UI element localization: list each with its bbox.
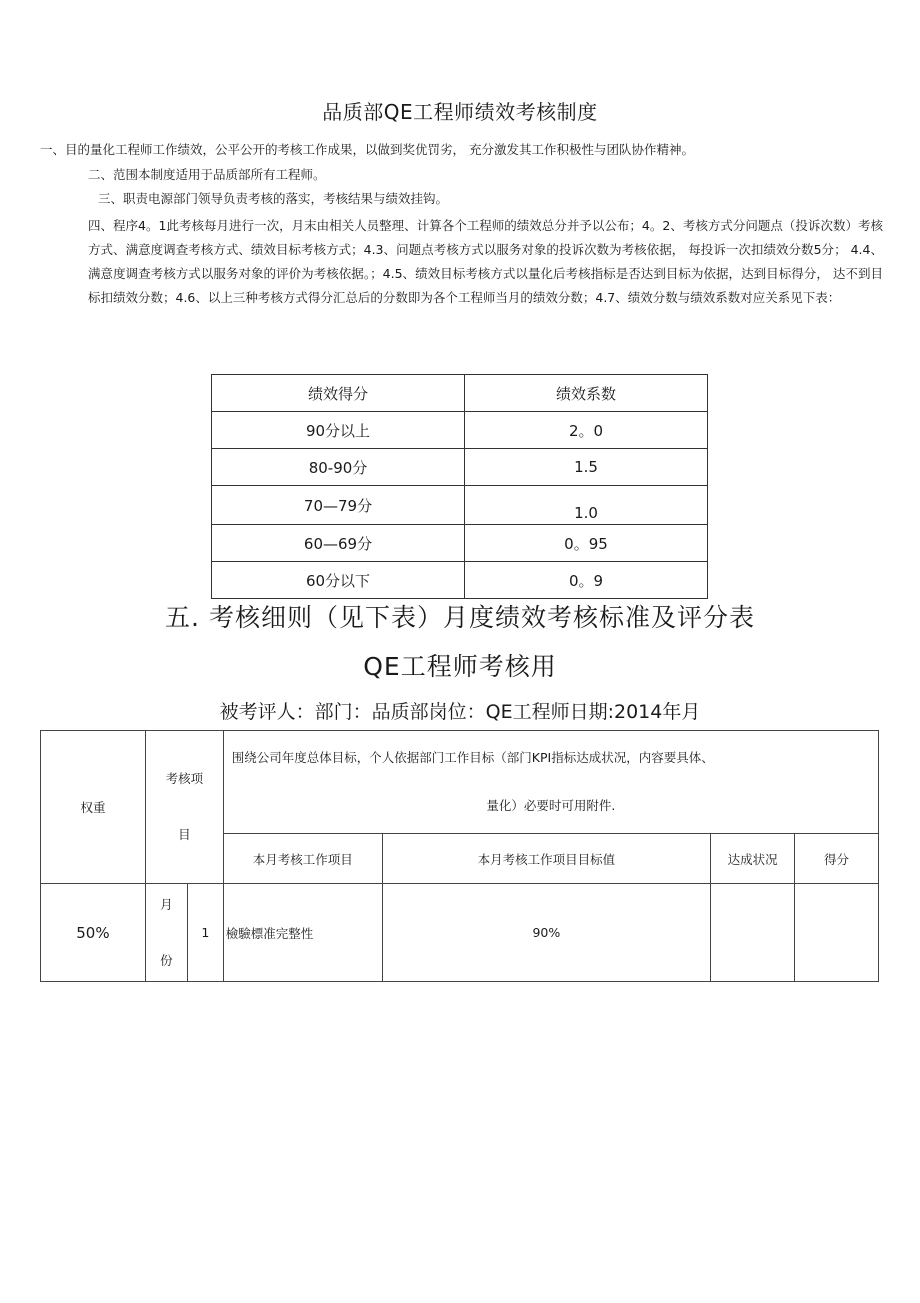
coefficient-cell: 1.5 bbox=[465, 449, 708, 486]
col-item-header: 本月考核工作项目 bbox=[223, 834, 382, 884]
procedure-paragraph: 四、程序4。1此考核每月进行一次，月末由相关人员整理、计算各个工程师的绩效总分并予以公布；4。2、考核方式分问题点（投诉次数）考核方式、满意度调查考核方式、绩效目标考核方式；4.3、问题点考核方式以服务对象的投诉次数为考核依据， 每投诉一次扣绩效分数5分； 4.4、满意度调查考核方式以服务对象的评价为考核依据。；4.5、绩效目标考核方式以量化后考核指标是否达到目标为依据，达到目标得分， 达不到目标扣绩效分数；4.6、以上三种考核方式得分汇总后的分数即为各个工程师当月的绩效分数；4.7、绩效分数与绩效系数对应关系见下表： bbox=[88, 218, 883, 305]
scope-paragraph: 二、范围本制度适用于品质部所有工程师。 bbox=[88, 167, 326, 182]
score-cell: 60分以下 bbox=[212, 562, 465, 599]
table-row bbox=[212, 486, 708, 525]
section-subheading: QE工程师考核用 bbox=[363, 652, 557, 681]
col-status-header: 达成状况 bbox=[711, 834, 795, 884]
status-cell[interactable] bbox=[711, 884, 795, 982]
weight-cell: 50% bbox=[41, 884, 146, 982]
item-header bbox=[145, 731, 223, 884]
coefficient-cell: 1.0 bbox=[465, 486, 708, 525]
table-row bbox=[212, 449, 708, 486]
purpose-paragraph: 一、目的量化工程师工作绩效，公平公开的考核工作成果，以做到奖优罚劣， 充分激发其工作积极性与团队协作精神。 bbox=[40, 142, 694, 157]
instruction-line1: 围绕公司年度总体目标，个人依据部门工作目标（部门KPI指标达成状况，内容要具体、 bbox=[231, 750, 714, 765]
target-cell: 90% bbox=[382, 884, 711, 982]
score-cell: 60—69分 bbox=[212, 525, 465, 562]
score-table bbox=[40, 730, 879, 982]
period-line2: 份 bbox=[160, 952, 173, 968]
table-header-row bbox=[41, 731, 879, 834]
table-header-row bbox=[212, 375, 708, 412]
period-line1: 月 bbox=[160, 896, 173, 912]
score-cell: 80-90分 bbox=[212, 449, 465, 486]
item-header-line1: 考核项 bbox=[165, 771, 204, 786]
item-header-line2: 目 bbox=[178, 827, 191, 842]
evaluatee-info: 被考评人：部门：品质部岗位：QE工程师日期:2014年月 bbox=[219, 701, 701, 723]
score-cell: 70—79分 bbox=[212, 486, 465, 525]
responsibility-paragraph: 三、职责电源部门领导负责考核的落实，考核结果与绩效挂钩。 bbox=[98, 191, 449, 206]
index-cell: 1 bbox=[187, 884, 223, 982]
document-title: 品质部QE工程师绩效考核制度 bbox=[322, 100, 598, 124]
coefficient-table bbox=[211, 374, 708, 599]
coefficient-cell: 2。0 bbox=[465, 412, 708, 449]
table-row bbox=[41, 884, 879, 982]
col-target-header: 本月考核工作项目目标值 bbox=[382, 834, 711, 884]
item-cell: 檢驗標准完整性 bbox=[223, 884, 382, 982]
table-row bbox=[212, 562, 708, 599]
score-cell: 90分以上 bbox=[212, 412, 465, 449]
weight-header: 权重 bbox=[41, 731, 146, 884]
coefficient-cell: 0。9 bbox=[465, 562, 708, 599]
coefficient-cell: 0。95 bbox=[465, 525, 708, 562]
col-score-header: 得分 bbox=[795, 834, 879, 884]
instruction-line2: 量化）必要时可用附件. bbox=[486, 798, 616, 813]
header-score: 绩效得分 bbox=[212, 375, 465, 412]
period-cell bbox=[145, 884, 187, 982]
score-cell[interactable] bbox=[795, 884, 879, 982]
header-coefficient: 绩效系数 bbox=[465, 375, 708, 412]
table-row bbox=[212, 525, 708, 562]
section-five-heading: 五. 考核细则（见下表）月度绩效考核标准及评分表 bbox=[165, 603, 755, 632]
table-row bbox=[212, 412, 708, 449]
instruction-cell bbox=[223, 731, 878, 834]
